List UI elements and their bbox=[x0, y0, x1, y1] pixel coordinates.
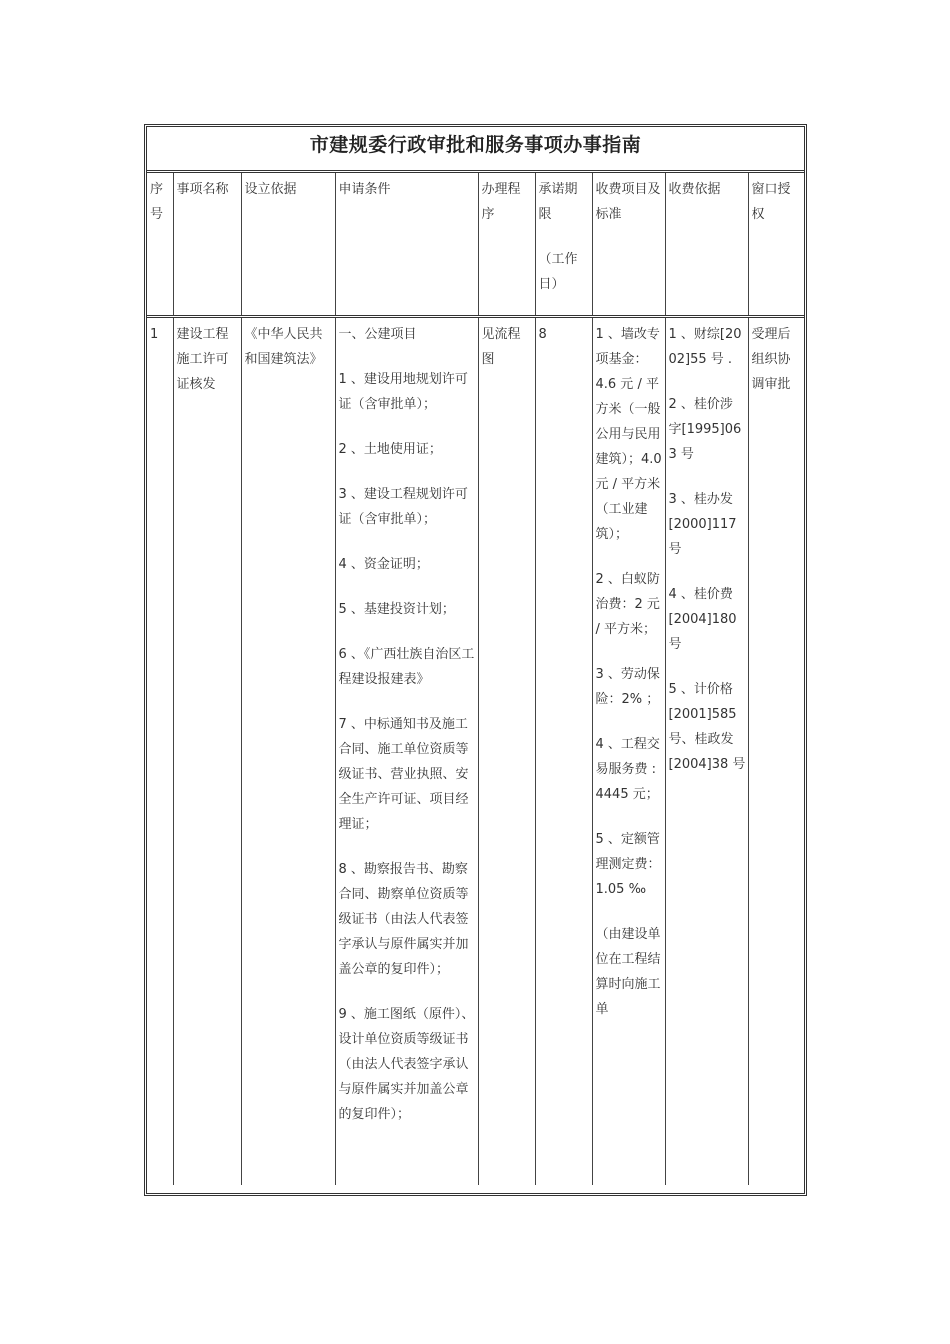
guide-table bbox=[147, 173, 804, 1185]
header-conditions: 申请条件 bbox=[335, 173, 478, 317]
fee-item: 1 、墙改专项基金： 4.6 元 / 平方米（一般公用与民用建筑）；4.0 元 / 平方米（工业建筑）； bbox=[595, 327, 662, 542]
condition-item: 3 、建设工程规划许可证（含审批单）； bbox=[338, 487, 468, 527]
cell-conditions bbox=[335, 317, 478, 1186]
header-authority: 窗口授权 bbox=[748, 173, 804, 317]
header-fee-items: 收费项目及标准 bbox=[592, 173, 665, 317]
fee-item: 2 、白蚁防治费：2 元 / 平方米； bbox=[595, 572, 660, 637]
condition-item: 5 、基建投资计划； bbox=[338, 602, 455, 617]
condition-item: 2 、土地使用证； bbox=[338, 442, 442, 457]
fee-item: 5 、定额管理测定费： 1.05 ‰ bbox=[595, 832, 661, 897]
fee-basis-item: 3 、桂办发[2000]117 号 bbox=[668, 492, 737, 557]
fee-item: （由建设单位在工程结算时向施工单 bbox=[595, 927, 661, 1017]
header-fee-basis: 收费依据 bbox=[665, 173, 748, 317]
header-item-name: 事项名称 bbox=[173, 173, 241, 317]
header-procedure: 办理程序 bbox=[478, 173, 535, 317]
document-title: 市建规委行政审批和服务事项办事指南 bbox=[147, 127, 804, 173]
cell-basis: 《中华人民共和国建筑法》 bbox=[241, 317, 335, 1186]
header-deadline-label: 承诺期限 bbox=[538, 182, 578, 222]
condition-item: 9 、施工图纸（原件）、设计单位资质等级证书（由法人代表签字承认与原件属实并加盖公章的复印件）； bbox=[338, 1007, 475, 1122]
cell-deadline: 8 bbox=[535, 317, 592, 1186]
cell-seq: 1 bbox=[150, 327, 159, 342]
cell-fee-items bbox=[592, 317, 665, 1186]
condition-item: 1 、建设用地规划许可证（含审批单）； bbox=[338, 372, 468, 412]
fee-basis-item: 1 、财综[2002]55 号 . bbox=[668, 327, 742, 367]
fee-basis-item: 5 、计价格[2001]585 号、桂政发[2004]38 号 bbox=[668, 682, 746, 772]
guide-table-frame bbox=[144, 124, 807, 1196]
header-seq: 序号 bbox=[147, 173, 173, 317]
header-basis: 设立依据 bbox=[241, 173, 335, 317]
cell-item-name: 建设工程施工许可证核发 bbox=[173, 317, 241, 1186]
header-deadline bbox=[535, 173, 592, 317]
header-deadline-unit: （工作日） bbox=[538, 252, 578, 292]
fee-item: 3 、劳动保险：2% ； bbox=[595, 667, 660, 707]
condition-item: 7 、中标通知书及施工合同、施工单位资质等级证书、营业执照、安全生产许可证、项目经理证； bbox=[338, 717, 469, 832]
condition-item: 8 、勘察报告书、勘察合同、勘察单位资质等级证书（由法人代表签字承认与原件属实并加盖公章的复印件）； bbox=[338, 862, 469, 977]
table-header-row bbox=[147, 173, 804, 317]
table-row bbox=[147, 317, 804, 1186]
fee-basis-item: 2 、桂价涉字[1995]063 号 bbox=[668, 397, 742, 462]
cell-authority: 受理后组织协调审批 bbox=[748, 317, 804, 1186]
cell-fee-basis bbox=[665, 317, 748, 1186]
condition-item: 4 、资金证明； bbox=[338, 557, 429, 572]
fee-basis-item: 4 、桂价费[2004]180 号 bbox=[668, 587, 737, 652]
cell-procedure: 见流程图 bbox=[478, 317, 535, 1186]
fee-item: 4 、工程交易服务费 :4445 元； bbox=[595, 737, 660, 802]
condition-item: 6 、《广西壮族自治区工程建设报建表》 bbox=[338, 647, 475, 687]
condition-item: 一、公建项目 bbox=[338, 327, 417, 342]
